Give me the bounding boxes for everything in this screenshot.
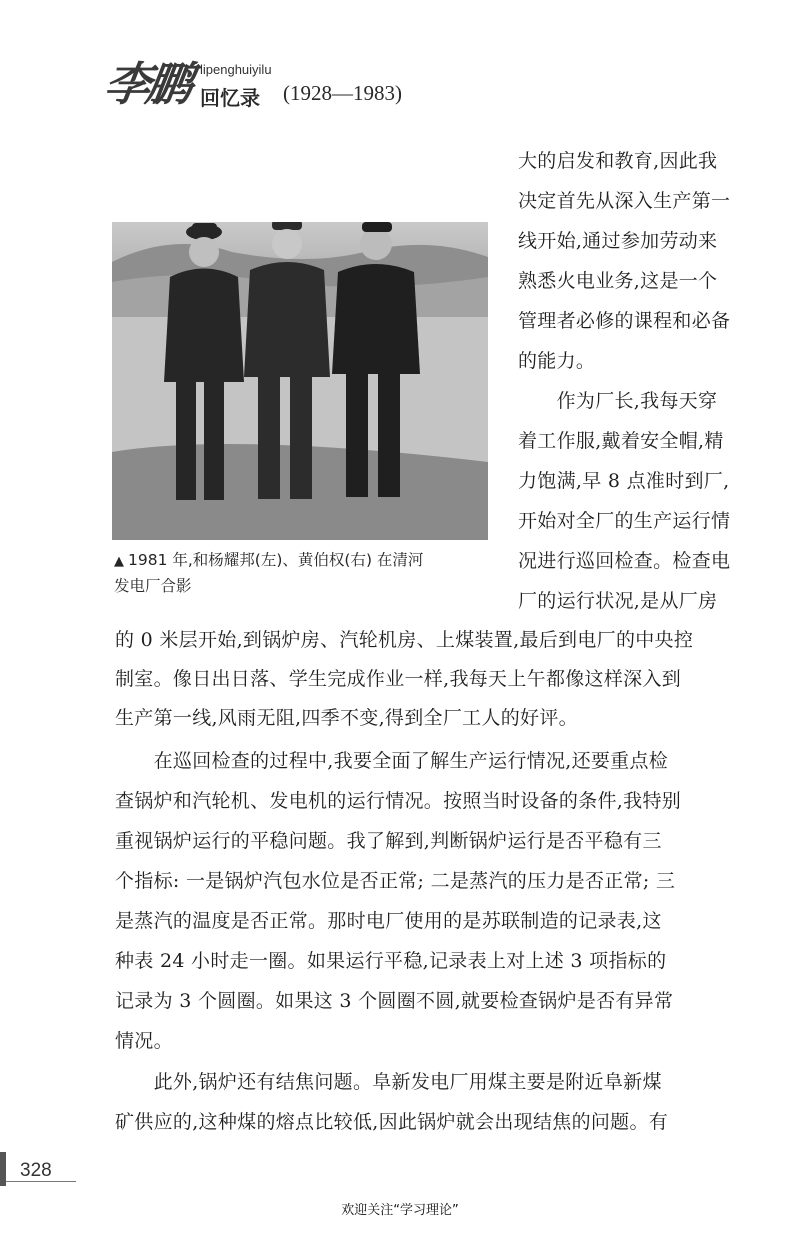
body-line: 查锅炉和汽轮机、发电机的运行情况。按照当时设备的条件,我特别 [115,790,682,812]
body-line: 矿供应的,这种煤的熔点比较低,因此锅炉就会出现结焦的问题。有 [115,1111,669,1133]
body-line: 记录为 3 个圆圈。如果这 3 个圆圈不圆,就要检查锅炉是否有异常 [115,990,674,1012]
caption-line-2: 发电厂合影 [114,577,192,595]
body-line: 线开始,通过参加劳动来 [518,230,718,252]
body-line: 着工作服,戴着安全帽,精 [518,430,724,452]
triangle-icon: ▲ [114,554,124,569]
header-pinyin: lipenghuiyilu [200,62,272,77]
body-line: 生产第一线,风雨无阻,四季不变,得到全厂工人的好评。 [115,707,578,729]
footer-note: 欢迎关注“学习理论” [341,1203,459,1218]
body-line: 此外,锅炉还有结焦问题。阜新发电厂用煤主要是附近阜新煤 [115,1071,662,1093]
body-line: 况进行巡回检查。检查电 [518,550,731,572]
header-memoir-label: 回忆录 [200,86,260,110]
caption-line-1: 1981 年,和杨耀邦(左)、黄伯权(右) 在清河 [128,551,424,569]
body-line: 在巡回检查的过程中,我要全面了解生产运行情况,还要重点检 [115,750,669,772]
body-line: 是蒸汽的温度是否正常。那时电厂使用的是苏联制造的记录表,这 [115,910,662,932]
photo-caption [114,548,494,599]
body-line: 情况。 [115,1030,173,1052]
body-line: 管理者必修的课程和必备 [518,310,731,332]
body-line: 种表 24 小时走一圈。如果运行平稳,记录表上对上述 3 项指标的 [115,950,667,972]
photo-three-men [112,222,488,540]
body-line: 的 0 米层开始,到锅炉房、汽轮机房、上煤装置,最后到电厂的中央控 [115,629,694,651]
body-line: 制室。像日出日落、学生完成作业一样,我每天上午都像这样深入到 [115,668,682,690]
body-line: 厂的运行状况,是从厂房 [518,590,718,612]
body-line: 的能力。 [518,350,596,372]
header-years: (1928—1983) [283,81,402,105]
body-line: 力饱满,早 8 点准时到厂, [518,470,730,492]
body-line: 熟悉火电业务,这是一个 [518,270,718,292]
body-line: 个指标: 一是锅炉汽包水位是否正常; 二是蒸汽的压力是否正常; 三 [115,870,676,892]
body-line: 开始对全厂的生产运行情 [518,510,731,532]
body-line: 重视锅炉运行的平稳问题。我了解到,判断锅炉运行是否平稳有三 [115,830,662,852]
page-header [100,48,525,118]
page-number: 328 [20,1160,52,1181]
body-line: 大的启发和教育,因此我 [518,150,718,172]
body-line: 决定首先从深入生产第一 [518,190,731,212]
body-line: 作为厂长,我每天穿 [518,390,718,412]
signature-logo: 李鹏 [100,57,193,111]
